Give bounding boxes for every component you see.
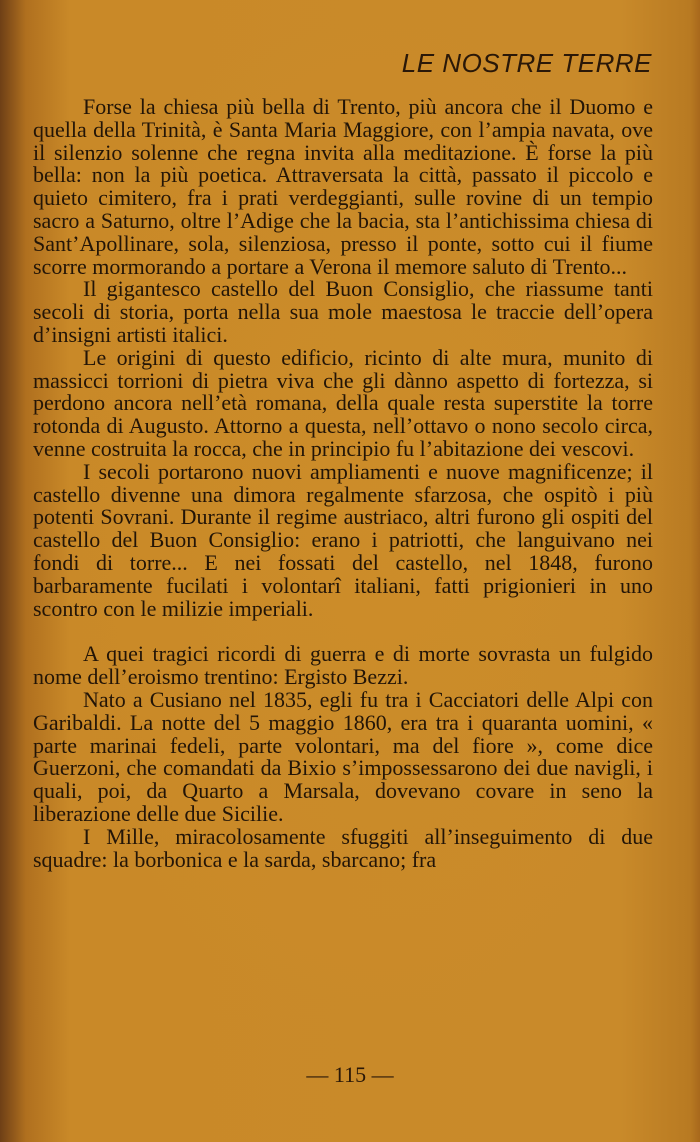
page-number: — 115 — (306, 1062, 394, 1087)
paragraph-cusiano-1835: Nato a Cusiano nel 1835, egli fu tra i Cacciatori delle Alpi con Garibaldi. La notte del 5 maggio 1860, era tra i quaranta uomini, « parte marinai fedeli, parte volontari, ma del fiore », come dice Guerzoni, che comandati da Bixio s’impossessarono dei due navigli, i quali, poi, da Quarto a Marsala, dovevano covare in seno la liberazione delle due Sicilie. (33, 686, 653, 826)
paragraph-ergisto-bezzi: A quei tragici ricordi di guerra e di morte sovrasta un fulgido nome dell’eroismo trentino: Ergisto Bezzi. (33, 641, 653, 690)
paragraph-secoli-ampliamenti: I secoli portarono nuovi ampliamenti e nuove magnificenze; il castello divenne una dimora regalmente sfarzosa, che ospitò i più potenti Sovrani. Durante il regime austriaco, altri furono gli ospiti del castello del Buon Consiglio: erano i patriotti, che languivano nei fondi di torre... E nei fossati del castello, nel 1848, furono barbaramente fucilati i volontarî italiani, fatti prigionieri in uno scontro con le milizie imperiali. (33, 458, 653, 621)
running-header: LE NOSTRE TERRE (401, 48, 652, 78)
paragraph-i-mille: I Mille, miracolosamente sfuggiti all’inseguimento di due squadre: la borbonica e la sarda, sbarcano; fra (33, 823, 653, 872)
paragraph-origini-edificio: Le origini di questo edificio, ricinto di alte mura, munito di massicci torrioni di pietra viva che gli dànno aspetto di fortezza, si perdono ancora nell’età romana, della quale resta superstite la torre rotonda di Augusto. Attorno a questa, nell’ottavo o nono secolo circa, venne costruita la rocca, che in principio fu l’abitazione dei vescovi. (33, 344, 653, 461)
paragraph-castello-buon-consiglio: Il gigantesco castello del Buon Consiglio, che riassume tanti secoli di storia, porta nella sua mole maestosa le traccie dell’opera d’insigni artisti italici. (33, 276, 653, 347)
paragraph-santa-maria-maggiore: Forse la chiesa più bella di Trento, più ancora che il Duomo e quella della Trinità, è Santa Maria Maggiore, con l’ampia navata, ove il silenzio solenne che regna invita alla meditazione. È forse la più bella: non la più poetica. Attraversata la città, passato il piccolo e quieto cimitero, fra i prati verdeggianti, sulle rovine di un tempio sacro a Saturno, oltre l’Adige che la bacia, sta l’antichissima chiesa di Sant’Apollinare, sola, silenziosa, presso il ponte, sotto cui il fiume scorre mormorando a portare a Verona il memore saluto di Trento... (33, 94, 653, 279)
body-text (33, 96, 653, 871)
